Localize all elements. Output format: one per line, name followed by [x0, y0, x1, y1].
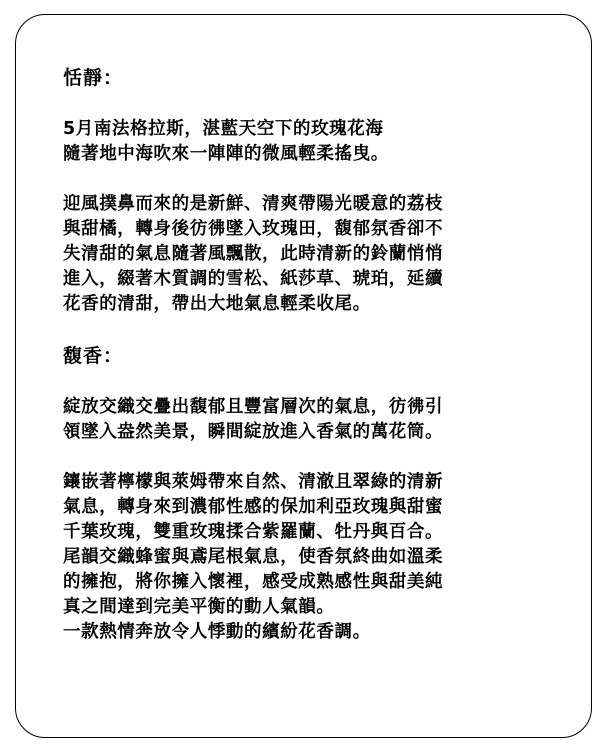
description-content [63, 66, 563, 645]
calm-intro-paragraph: 5月南法格拉斯，湛藍天空下的玫瑰花海 隨著地中海吹來一陣陣的微風輕柔搖曳。 [63, 119, 389, 164]
fragrance-intro-paragraph: 綻放交織交疊出馥郁且豐富層次的氣息，彷彿引 領墜入盎然美景，瞬間綻放進入香氣的萬花筒。 [63, 397, 444, 442]
calm-notes-paragraph: 迎風撲鼻而來的是新鮮、清爽帶陽光暖意的荔枝 與甜橘，轉身後彷彿墜入玫瑰田，馥郁氛香卻不 失清甜的氣息隨著風飄散，此時清新的鈴蘭悄悄 進入，綴著木質調的雪松、紙莎草、琥珀，延續 花香的清甜，帶出大地氣息輕柔收尾。 [63, 194, 444, 314]
section-heading-fragrance: 馥香： [63, 345, 124, 367]
fragrance-notes-paragraph: 鑲嵌著檸檬與萊姆帶來自然、清澈且翠綠的清新 氣息，轉身來到濃郁性感的保加利亞玫瑰與甜蜜 千葉玫瑰，雙重玫瑰揉合紫羅蘭、牡丹與百合。 尾韻交織蜂蜜與鳶尾根氣息，使香氛終曲如溫柔 的擁抱，將你擁入懷裡，感受成熟感性與甜美純 真之間達到完美平衡的動人氣韻。 一款熱情奔放令人悸動的繽紛花香調。 [63, 472, 444, 642]
section-heading-calm: 恬靜： [63, 67, 124, 89]
